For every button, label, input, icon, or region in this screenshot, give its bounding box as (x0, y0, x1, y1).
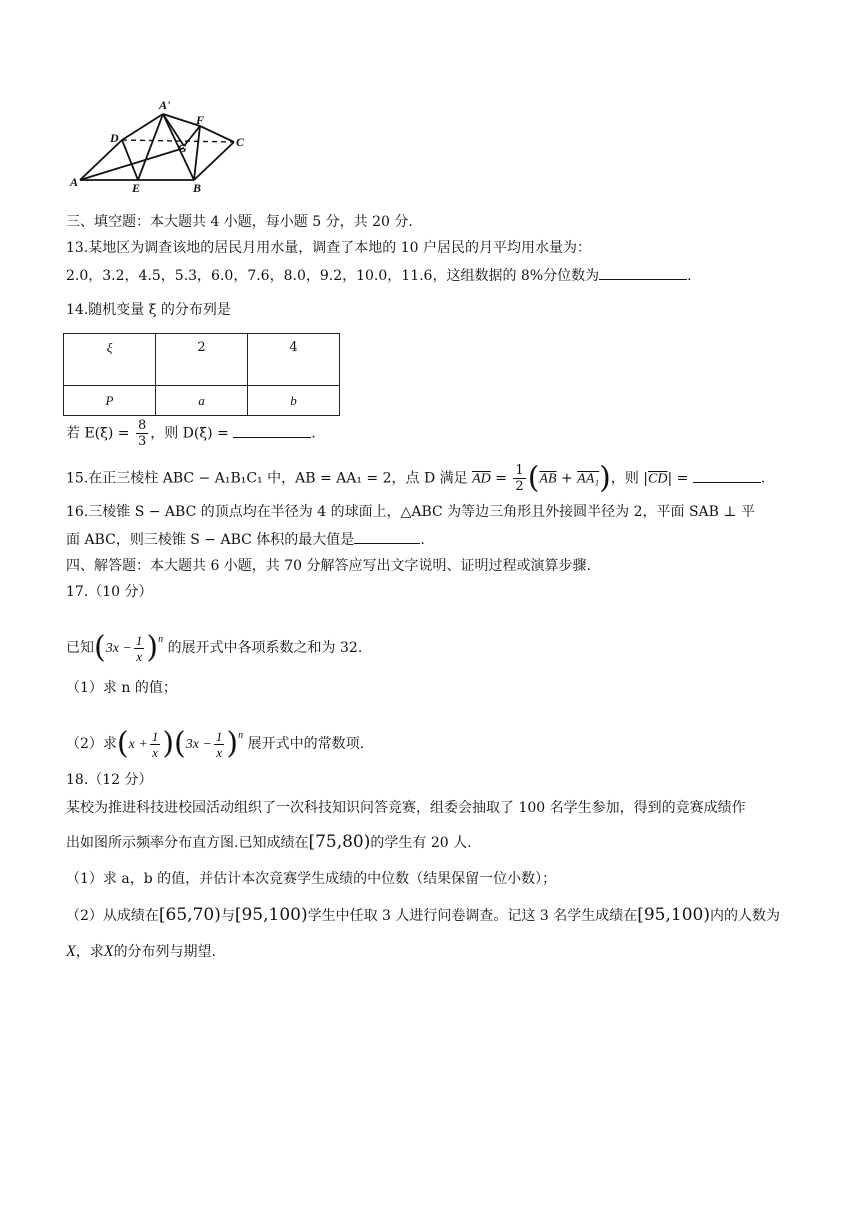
interval-65-70: [65,70) (158, 905, 221, 925)
q15-text2: ，则 | (610, 470, 649, 487)
q18-part2: （2）从成绩在[65,70)与[95,100)学生中任取 3 人进行问卷调查。记这 3 名学生成绩在[95,100)内的人数为 (66, 905, 780, 925)
table-cell: P (64, 386, 156, 416)
q13-answer-blank[interactable] (599, 265, 687, 280)
label-C: C (236, 135, 245, 149)
q16-line1: 16.三棱锥 S − ABC 的顶点均在半径为 4 的球面上，△ABC 为等边三角形且外接圆半径为 2，平面 SAB ⊥ 平 (66, 504, 756, 520)
label-B: B (193, 181, 202, 195)
q15-line: 15.在正三棱柱 ABC − A₁B₁C₁ 中，AB = AA₁ = 2，点 D 满足 $\overline{AD}$ = $\frac{1}{2}$ $(\overline{AB} + AA_1)$，则 $|\overline{CD}|$ = . (66, 460, 766, 496)
q13-text: 2.0，3.2，4.5，5.3，6.0，7.6，8.0，9.2，10.0，11.6，这组数据的 8%分位数为 (66, 268, 600, 284)
q14-intro: 14.随机变量 ξ 的分布列是 (66, 302, 231, 318)
q16-text: 面 ABC，则三棱锥 S − ABC 体积的最大值是 (66, 532, 355, 548)
q14-end: . (311, 425, 316, 442)
geometry-figure (66, 96, 256, 196)
q17-head: 17.（10 分） (66, 584, 153, 600)
interval-75-80: [75,80) (308, 832, 371, 852)
q17-p2-pre: （2）求 (66, 736, 117, 752)
table-cell: a (156, 386, 248, 416)
q17-expr: 3x − (105, 641, 132, 656)
q15-answer-blank[interactable] (693, 468, 761, 483)
label-F: F (196, 113, 205, 127)
q15-text1: 15.在正三棱柱 ABC − A₁B₁C₁ 中，AB = AA₁ = 2，点 D 满足 (66, 470, 468, 487)
edge-Aprime-E (138, 114, 163, 180)
q17-known-pre: 已知 (66, 640, 94, 656)
q15-end: . (760, 470, 766, 487)
label-E: E (132, 181, 141, 195)
q16-line2 (66, 529, 425, 550)
table-cell: b (248, 386, 340, 416)
q17-known: 已知(3x − $\frac{1}{x}$ )$^n$ 的展开式中各项系数之和为 32. (66, 630, 363, 665)
table-cell: 4 (248, 334, 340, 386)
table-cell: 2 (156, 334, 248, 386)
section-3-heading: 三、填空题：本大题共 4 小题，每小题 5 分，共 20 分. (66, 214, 413, 230)
q17-part2: （2）求(x + $\frac{1}{x}$ )(3x − $\frac{1}{x}$ )$^n$ 展开式中的常数项. (66, 726, 365, 761)
q15-text3: | = (667, 470, 689, 487)
edge-D-Aprime (122, 114, 163, 140)
fraction-half: $\frac{1}{2}$ (515, 463, 524, 494)
label-A: A (70, 175, 79, 189)
edge-D-E (122, 140, 138, 180)
q14-answer-blank[interactable] (233, 423, 311, 438)
q18-head: 18.（12 分） (66, 772, 153, 788)
q17-power: n (158, 634, 164, 645)
label-D: D (110, 131, 119, 145)
q17-part1: （1）求 n 的值； (66, 680, 177, 696)
label-A-prime: A' (159, 98, 171, 112)
q17-known-post: 的展开式中各项系数之和为 32. (167, 640, 363, 656)
q14-cond-pre: 若 E(ξ) = (66, 425, 130, 442)
q15-plus: + (556, 470, 578, 487)
q18-part2-end: X，求X的分布列与期望. (66, 943, 217, 960)
q13-line2 (66, 265, 692, 286)
edge-F-C (200, 126, 234, 142)
q18-line1: 某校为推进科技进校园活动组织了一次科技知识问答竞赛，组委会抽取了 100 名学生参加，得到的竞赛成绩作 (66, 800, 746, 816)
edge-C-B (194, 142, 234, 180)
q16-answer-blank[interactable] (354, 529, 420, 544)
q18-line2: 出如图所示频率分布直方图.已知成绩在[75,80)的学生有 20 人. (66, 832, 472, 852)
q14-distribution-table (63, 333, 340, 416)
section-4-heading: 四、解答题：本大题共 6 小题，共 70 分解答应写出文字说明、证明过程或演算步骤. (66, 558, 591, 574)
q13-end: . (687, 268, 692, 284)
q16-end: . (420, 532, 425, 548)
q14-cond-post: ，则 D(ξ) = (150, 425, 229, 442)
fraction-8-3: $\frac{8}{3}$ (137, 418, 147, 449)
label-G: G (178, 141, 187, 155)
q14-condition (66, 418, 316, 449)
table-cell: ξ (64, 334, 156, 386)
vector-AD: $\overline{AD}$ (472, 471, 491, 487)
vector-AA1: AA₁ (577, 471, 600, 487)
vector-CD: $\overline{CD}$ (648, 471, 668, 487)
q13-line1: 13.某地区为调查该地的居民月用水量，调查了本地的 10 户居民的月平均用水量为： (66, 240, 591, 256)
q18-part1: （1）求 a，b 的值，并估计本次竞赛学生成绩的中位数（结果保留一位小数）； (66, 871, 557, 887)
edge-F-B (194, 126, 200, 180)
q17-p2-post: 展开式中的常数项. (247, 736, 365, 752)
vector-AB: $\overline{AB}$ (539, 471, 557, 487)
interval-95-100b: [95,100) (637, 905, 710, 925)
q15-eq: = (490, 470, 507, 487)
interval-95-100: [95,100) (234, 905, 308, 925)
